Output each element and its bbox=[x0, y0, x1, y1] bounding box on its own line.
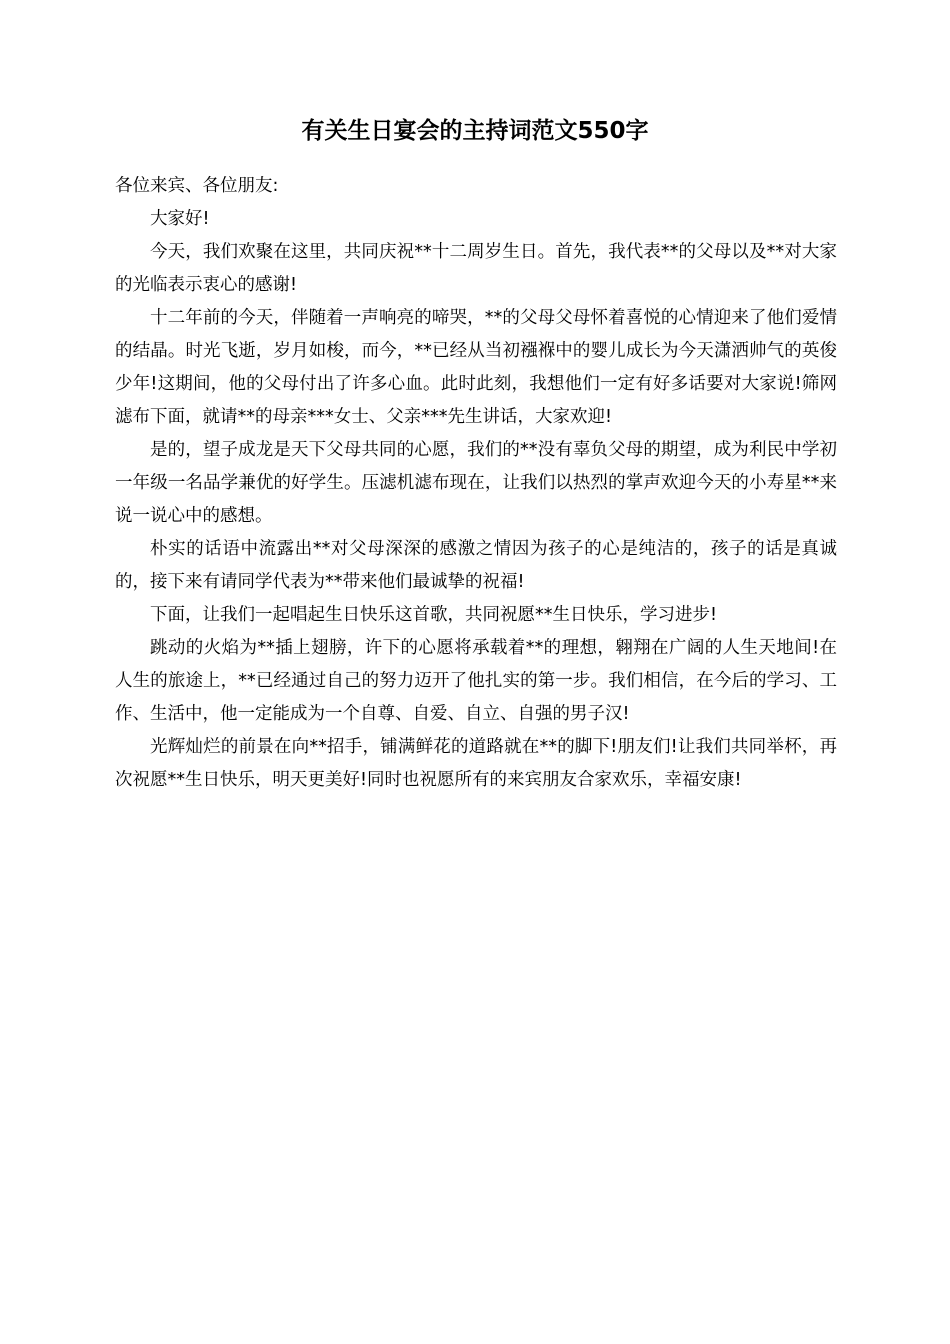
document-title: 有关生日宴会的主持词范文550字 bbox=[301, 118, 649, 144]
document-body bbox=[115, 170, 837, 797]
paragraph-student: 是的，望子成龙是天下父母共同的心愿，我们的**没有辜负父母的期望，成为利民中学初一年级一名品学兼优的好学生。压滤机滤布现在，让我们以热烈的掌声欢迎今天的小寿星**来说一说心中的感想。 bbox=[115, 440, 837, 526]
paragraph-classmates: 朴实的话语中流露出**对父母深深的感激之情因为孩子的心是纯洁的，孩子的话是真诚的，接下来有请同学代表为**带来他们最诚挚的祝福! bbox=[115, 539, 837, 592]
paragraph-history: 十二年前的今天，伴随着一声响亮的啼哭，**的父母父母怀着喜悦的心情迎来了他们爱情的结晶。时光飞逝，岁月如梭，而今，**已经从当初襁褓中的婴儿成长为今天潇洒帅气的英俊少年!这期间，他的父母付出了许多心血。此时此刻，我想他们一定有好多话要对大家说!筛网滤布下面，就请**的母亲***女士、父亲***先生讲话，大家欢迎! bbox=[115, 308, 837, 427]
paragraph-opening: 今天，我们欢聚在这里，共同庆祝**十二周岁生日。首先，我代表**的父母以及**对大家的光临表示衷心的感谢! bbox=[115, 242, 837, 295]
salutation: 各位来宾、各位朋友: bbox=[115, 176, 279, 196]
paragraph-greeting: 大家好! bbox=[150, 209, 210, 229]
paragraph-candles: 跳动的火焰为**插上翅膀，许下的心愿将承载着**的理想，翱翔在广阔的人生天地间!在人生的旅途上，**已经通过自己的努力迈开了他扎实的第一步。我们相信，在今后的学习、工作、生活中，他一定能成为一个自尊、自爱、自立、自强的男子汉! bbox=[115, 638, 837, 724]
paragraph-song: 下面，让我们一起唱起生日快乐这首歌，共同祝愿**生日快乐，学习进步! bbox=[150, 605, 718, 625]
paragraph-closing: 光辉灿烂的前景在向**招手，铺满鲜花的道路就在**的脚下!朋友们!让我们共同举杯，再次祝愿**生日快乐，明天更美好!同时也祝愿所有的来宾朋友合家欢乐，幸福安康! bbox=[115, 737, 837, 790]
